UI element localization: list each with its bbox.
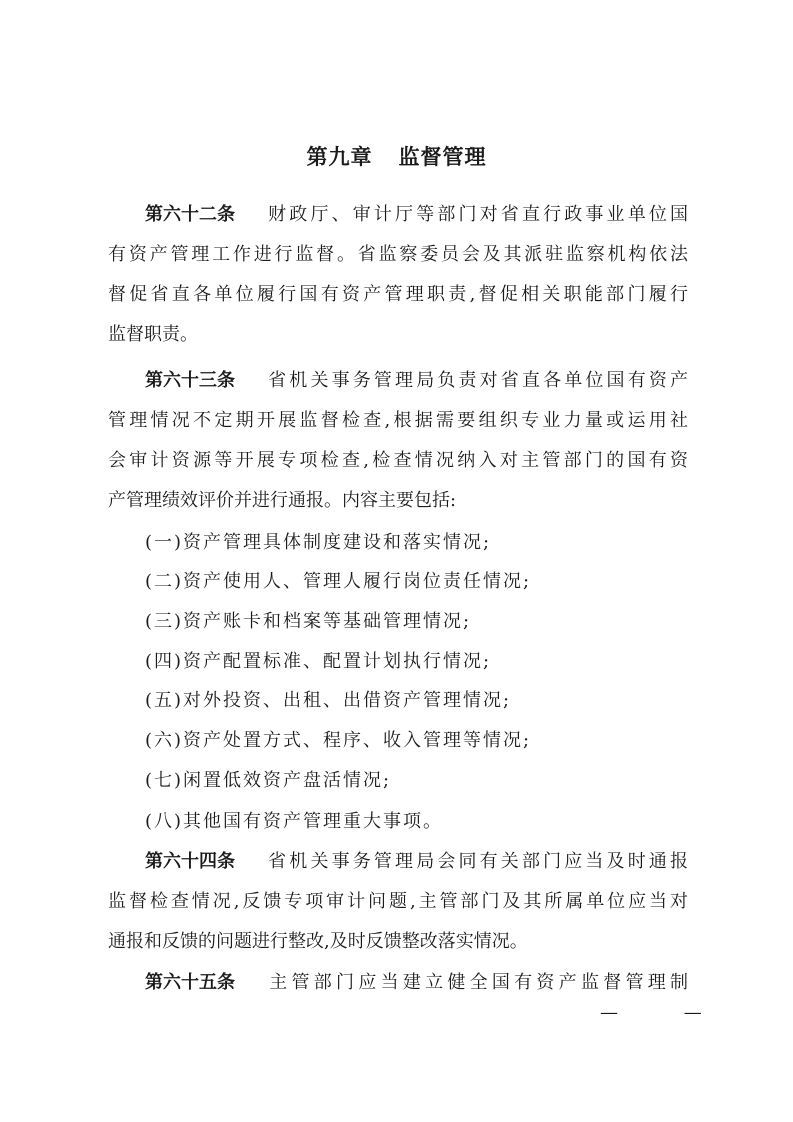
article-63-item-3: (三)资产账卡和档案等基础管理情况; (145, 611, 472, 632)
article-63-line-4: 产管理绩效评价并进行通报。内容主要包括: (108, 490, 457, 511)
article-65-label: 第六十五条 (145, 972, 235, 993)
article-63-line-1: 第六十三条 省机关事务管理局负责对省直各单位国有资产 (145, 368, 688, 394)
article-63-item-6: (六)资产处置方式、程序、收入管理等情况; (145, 730, 532, 751)
chapter-title (0, 141, 793, 171)
article-63-item-8: (八)其他国有资产管理重大事项。 (145, 811, 444, 832)
article-63-label: 第六十三条 (145, 370, 235, 391)
article-62-label: 第六十二条 (145, 204, 235, 225)
article-63-line-2: 管理情况不定期开展监督检查,根据需要组织专业力量或运用社 (108, 410, 688, 431)
article-63-item-4: (四)资产配置标准、配置计划执行情况; (145, 651, 492, 672)
article-62-line-4: 监督职责。 (108, 324, 198, 345)
page-number: — — (600, 1002, 732, 1023)
article-62-line-1: 第六十二条 财政厅、审计厅等部门对省直行政事业单位国 (145, 202, 688, 228)
chapter-number: 第九章 (306, 145, 373, 169)
article-63-line-3: 会审计资源等开展专项检查,检查情况纳入对主管部门的国有资 (108, 450, 688, 471)
article-63-item-1: (一)资产管理具体制度建设和落实情况; (145, 532, 492, 553)
article-64-line-3: 通报和反馈的问题进行整改,及时反馈整改落实情况。 (108, 931, 528, 952)
article-63-item-7: (七)闲置低效资产盘活情况; (145, 770, 392, 791)
article-64-line-2: 监督检查情况,反馈专项审计问题,主管部门及其所属单位应当对 (108, 891, 688, 912)
article-64-line-1: 第六十四条 省机关事务管理局会同有关部门应当及时通报 (145, 849, 688, 875)
article-62-line-2: 有资产管理工作进行监督。省监察委员会及其派驻监察机构依法 (108, 244, 688, 265)
article-63-item-5: (五)对外投资、出租、出借资产管理情况; (145, 690, 512, 711)
chapter-name: 监督管理 (398, 145, 487, 169)
article-63-item-2: (二)资产使用人、管理人履行岗位责任情况; (145, 571, 532, 592)
article-65-line-1: 第六十五条 主管部门应当建立健全国有资产监督管理制 (145, 970, 688, 996)
article-64-label: 第六十四条 (145, 851, 235, 872)
article-62-line-3: 督促省直各单位履行国有资产管理职责,督促相关职能部门履行 (108, 284, 688, 305)
